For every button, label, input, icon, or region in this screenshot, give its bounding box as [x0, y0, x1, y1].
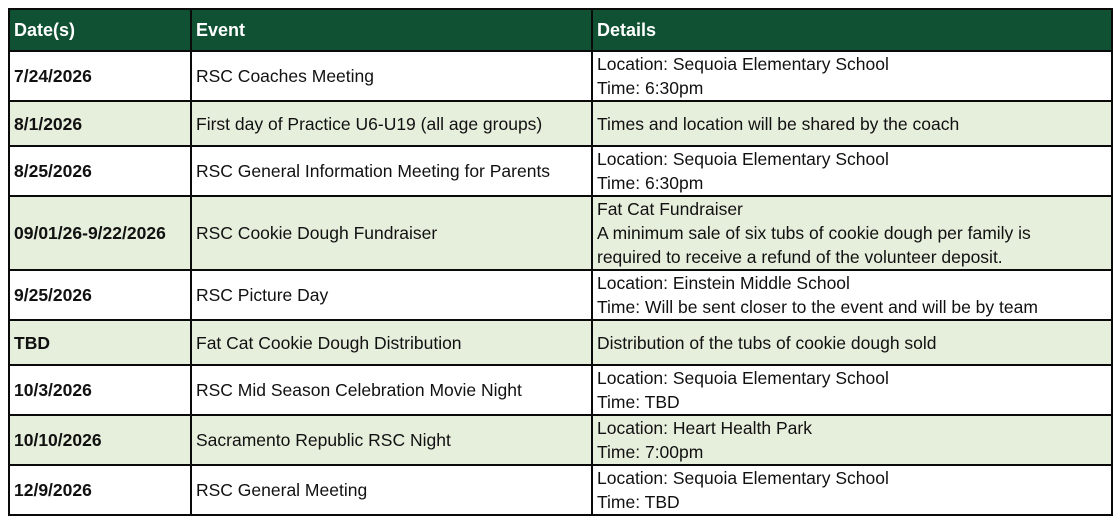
- event-name-cell: Fat Cat Cookie Dough Distribution: [191, 320, 592, 365]
- details-line: Times and location will be shared by the coach: [597, 113, 960, 134]
- event-name-cell: First day of Practice U6-U19 (all age groups): [191, 101, 592, 146]
- details-line: required to receive a refund of the volunteer deposit.: [597, 247, 1003, 267]
- event-date-cell: 9/25/2026: [9, 270, 191, 320]
- details-line: Location: Einstein Middle School: [597, 273, 850, 293]
- table-row: [9, 196, 1112, 270]
- event-details-cell: [592, 415, 1112, 465]
- details-line: Fat Cat Fundraiser: [597, 199, 743, 219]
- event-name-cell: RSC Cookie Dough Fundraiser: [191, 196, 592, 270]
- event-date-cell: 10/10/2026: [9, 415, 191, 465]
- table-row: [9, 415, 1112, 465]
- column-header-details: Details: [592, 9, 1112, 51]
- table-row: [9, 365, 1112, 415]
- details-line: Location: Heart Health Park: [597, 418, 812, 438]
- event-details-cell: [592, 465, 1112, 515]
- event-details-cell: [592, 101, 1112, 146]
- event-date-cell: 7/24/2026: [9, 51, 191, 101]
- details-line: Distribution of the tubs of cookie dough sold: [597, 332, 937, 353]
- table-row: [9, 146, 1112, 196]
- table-row: [9, 51, 1112, 101]
- details-line: Time: 7:00pm: [597, 442, 704, 462]
- table-header: [9, 9, 1112, 51]
- details-line: Time: 6:30pm: [597, 78, 704, 98]
- events-table: [8, 8, 1113, 516]
- details-line: Time: TBD: [597, 392, 680, 412]
- header-row: [9, 9, 1112, 51]
- details-line: Location: Sequoia Elementary School: [597, 368, 889, 388]
- event-name-cell: RSC Picture Day: [191, 270, 592, 320]
- event-name-cell: RSC Mid Season Celebration Movie Night: [191, 365, 592, 415]
- event-details-cell: [592, 365, 1112, 415]
- event-details-cell: [592, 320, 1112, 365]
- event-name-cell: RSC Coaches Meeting: [191, 51, 592, 101]
- column-header-event: Event: [191, 9, 592, 51]
- event-name-cell: RSC General Information Meeting for Parents: [191, 146, 592, 196]
- details-line: Time: 6:30pm: [597, 173, 704, 193]
- event-date-cell: 09/01/26-9/22/2026: [9, 196, 191, 270]
- details-line: Time: TBD: [597, 492, 680, 512]
- details-line: Location: Sequoia Elementary School: [597, 54, 889, 74]
- event-details-cell: [592, 51, 1112, 101]
- table-row: [9, 320, 1112, 365]
- event-date-cell: TBD: [9, 320, 191, 365]
- details-line: Location: Sequoia Elementary School: [597, 468, 889, 488]
- table-row: [9, 465, 1112, 515]
- event-date-cell: 8/1/2026: [9, 101, 191, 146]
- details-line: Time: Will be sent closer to the event and will be by team: [597, 297, 1038, 317]
- event-date-cell: 8/25/2026: [9, 146, 191, 196]
- details-line: Location: Sequoia Elementary School: [597, 149, 889, 169]
- event-details-cell: [592, 270, 1112, 320]
- event-date-cell: 10/3/2026: [9, 365, 191, 415]
- column-header-date: Date(s): [9, 9, 191, 51]
- table-body: [9, 51, 1112, 515]
- table-row: [9, 270, 1112, 320]
- event-name-cell: Sacramento Republic RSC Night: [191, 415, 592, 465]
- event-name-cell: RSC General Meeting: [191, 465, 592, 515]
- event-details-cell: [592, 146, 1112, 196]
- table-row: [9, 101, 1112, 146]
- details-line: A minimum sale of six tubs of cookie dough per family is: [597, 223, 1031, 243]
- event-date-cell: 12/9/2026: [9, 465, 191, 515]
- event-details-cell: [592, 196, 1112, 270]
